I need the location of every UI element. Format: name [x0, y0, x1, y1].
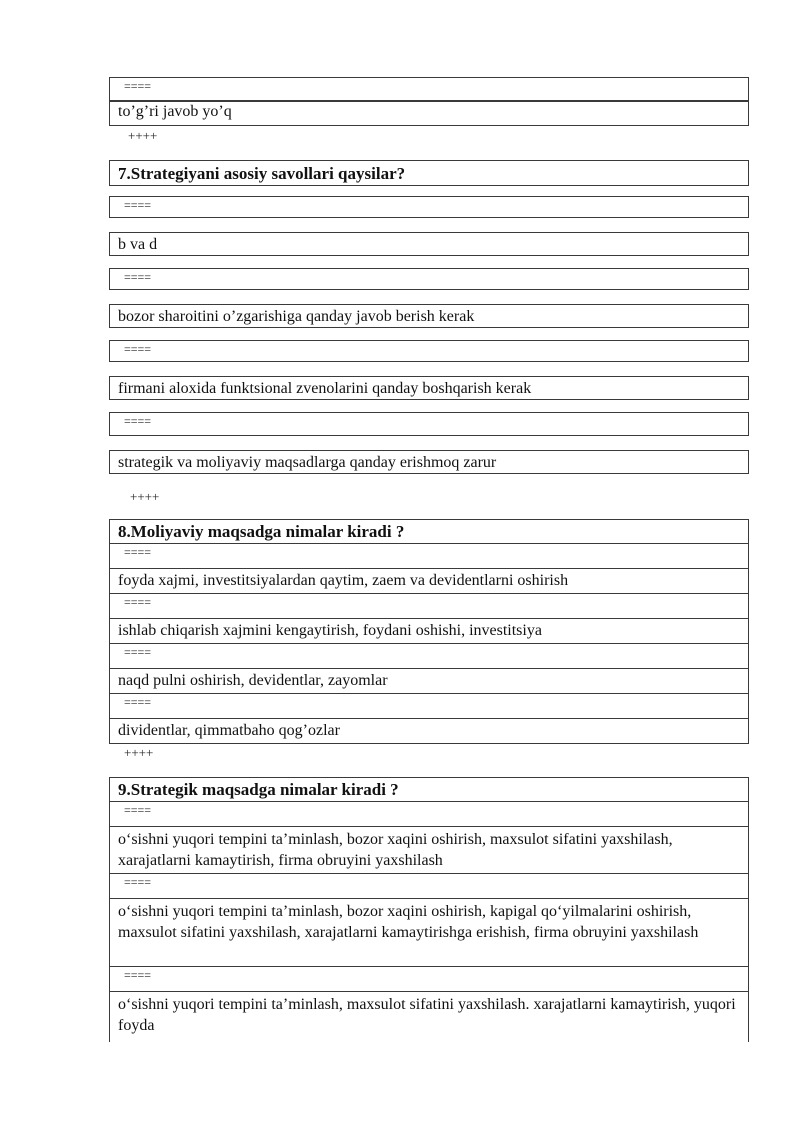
separator: ====: [109, 594, 749, 619]
separator: ====: [109, 802, 749, 827]
answer-end-marker: ++++: [128, 128, 158, 143]
answer-option: to’g’ri javob yo’q: [109, 101, 749, 126]
separator: ====: [109, 874, 749, 899]
separator: ====: [109, 694, 749, 719]
separator: ====: [109, 967, 749, 992]
answer-option: dividentlar, qimmatbaho qog’ozlar: [109, 719, 749, 744]
answer-option: b va d: [109, 232, 749, 256]
answer-option: firmani aloxida funktsional zvenolarini qanday boshqarish kerak: [109, 376, 749, 400]
answer-option: strategik va moliyaviy maqsadlarga qanday erishmoq zarur: [109, 450, 749, 474]
answer-end-marker: ++++: [124, 745, 154, 760]
question-title: 8.Moliyaviy maqsadga nimalar kiradi ?: [109, 519, 749, 544]
answer-end-marker: ++++: [130, 489, 160, 504]
answer-option: foyda xajmi, investitsiyalardan qaytim, zaem va devidentlarni oshirish: [109, 569, 749, 594]
separator: ====: [109, 196, 749, 218]
question-title: 9.Strategik maqsadga nimalar kiradi ?: [109, 777, 749, 802]
separator: ====: [109, 644, 749, 669]
answer-option: naqd pulni oshirish, devidentlar, zayomlar: [109, 669, 749, 694]
separator: ====: [109, 544, 749, 569]
answer-option: o‘sishni yuqori tempini ta’minlash, bozor xaqini oshirish, kapigal qo‘yilmalarini oshirish, maxsulot sifatini yaxshilash, xarajatlarni kamaytirishga erishish, firma obruyini yaxshilash: [109, 899, 749, 967]
answer-option: o‘sishni yuqori tempini ta’minlash, bozor xaqini oshirish, maxsulot sifatini yaxshilash, xarajatlarni kamaytirish, firma obruyini yaxshilash: [109, 827, 749, 874]
question-title: 7.Strategiyani asosiy savollari qaysilar?: [109, 160, 749, 186]
answer-option: o‘sishni yuqori tempini ta’minlash, maxsulot sifatini yaxshilash. xarajatlarni kamaytirish, yuqori foyda: [109, 992, 749, 1042]
separator: ====: [109, 268, 749, 290]
separator: ====: [109, 412, 749, 436]
separator: ====: [109, 77, 749, 101]
separator: ====: [109, 340, 749, 362]
answer-option: ishlab chiqarish xajmini kengaytirish, foydani oshishi, investitsiya: [109, 619, 749, 644]
answer-option: bozor sharoitini o’zgarishiga qanday javob berish kerak: [109, 304, 749, 328]
